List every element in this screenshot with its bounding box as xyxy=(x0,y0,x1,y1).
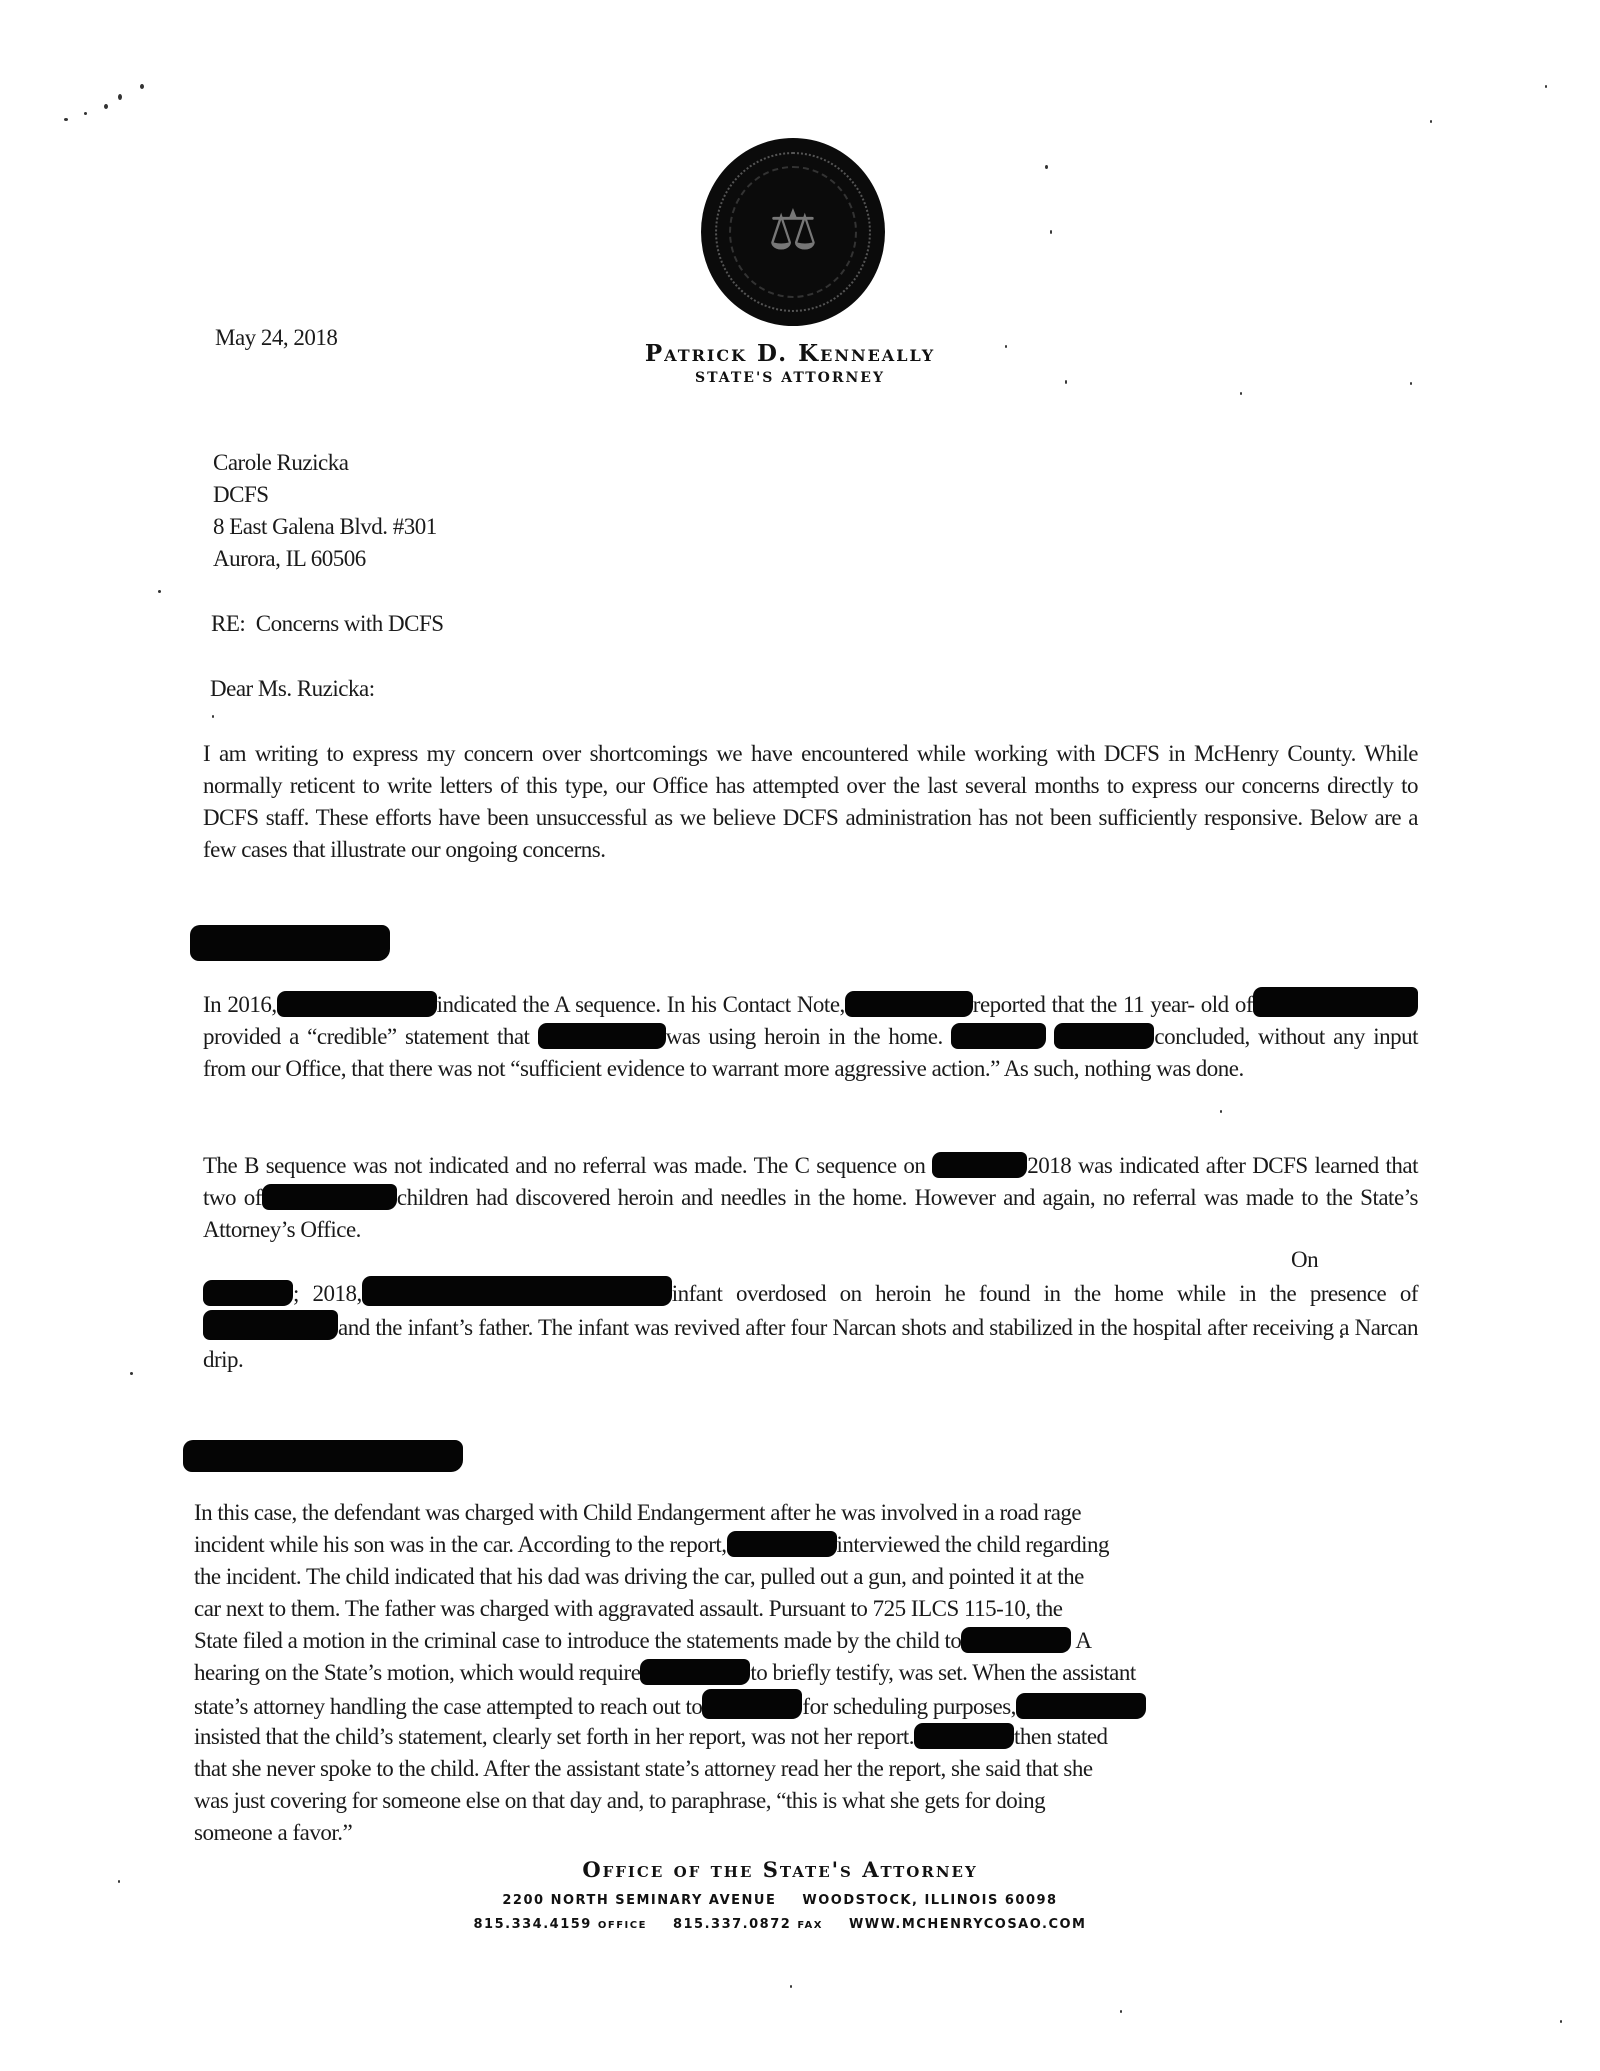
case1-paragraph-3: ; 2018, infant overdosed on heroin he found in the home while in the presence ofand the infant’s father. The infant was revived after four Narcan shots and stabilized in the hospital after receiving a Narcan drip. xyxy=(203,1276,1418,1376)
case1-paragraph-2: The B sequence was not indicated and no referral was made. The C sequence on 2018 was indicated after DCFS learned that two of children had discovered heroin and needles in the home. However and again, no referral was made to the State’s Attorney’s Office. xyxy=(203,1153,1419,1242)
redaction xyxy=(640,1659,750,1685)
redacted-case-heading xyxy=(183,1440,463,1472)
recipient-name: Carole Ruzicka xyxy=(213,450,349,475)
attorney-title: STATE'S ATTORNEY xyxy=(695,370,885,386)
recipient-org: DCFS xyxy=(213,482,269,507)
redaction xyxy=(1253,987,1418,1017)
redaction xyxy=(362,1276,672,1306)
footer-address: 2200 NORTH SEMINARY AVENUE WOODSTOCK, ILLINOIS 60098 xyxy=(502,1893,1058,1908)
redacted-case-heading xyxy=(190,925,390,961)
redaction xyxy=(845,991,973,1017)
subject-line: RE: Concerns with DCFS xyxy=(211,611,444,636)
redaction xyxy=(262,1184,397,1210)
redaction xyxy=(961,1627,1071,1653)
case1-paragraph-1: In 2016, indicated the A sequence. In his Contact Note, reported that the 11 year- old ofprovided a “credible” statement that was using heroin in the home. concluded, without any input from our Office, that there was not “sufficient evidence to warrant more aggressive action.” As such, nothing was done. xyxy=(203,987,1418,1085)
recipient-city: Aurora, IL 60506 xyxy=(213,546,366,571)
intro-paragraph: I am writing to express my concern over shortcomings we have encountered while working with DCFS in McHenry County. While normally reticent to write letters of this type, our Office has attempted over the last several months to express our concerns directly to DCFS staff. These efforts have been unsuccessful as we believe DCFS administration has not been sufficiently responsive. Below are a few cases that illustrate our ongoing concerns. xyxy=(203,741,1418,862)
redaction xyxy=(538,1023,666,1049)
recipient-street: 8 East Galena Blvd. #301 xyxy=(213,514,437,539)
footer-contact: 815.334.4159 OFFICE 815.337.0872 FAX WWW.MCHENRYCOSAO.COM xyxy=(473,1917,1087,1932)
letter-date: May 24, 2018 xyxy=(215,325,338,350)
redaction xyxy=(727,1531,837,1557)
redaction xyxy=(914,1723,1014,1749)
attorney-name: Patrick D. Kenneally xyxy=(644,340,936,367)
redaction xyxy=(203,1280,293,1306)
footer-website: WWW.MCHENRYCOSAO.COM xyxy=(848,1917,1087,1932)
state-seal-icon: ⚖ xyxy=(701,138,885,326)
footer-office-name: Office of the State's Attorney xyxy=(582,1857,978,1882)
salutation: Dear Ms. Ruzicka: xyxy=(210,676,375,701)
redaction xyxy=(1016,1693,1146,1719)
redaction xyxy=(1054,1023,1154,1049)
redaction xyxy=(951,1023,1046,1049)
redaction xyxy=(932,1152,1027,1178)
redaction xyxy=(277,991,437,1017)
case1-on-word: On xyxy=(1291,1247,1319,1272)
redaction xyxy=(203,1310,338,1340)
redaction xyxy=(702,1689,802,1719)
